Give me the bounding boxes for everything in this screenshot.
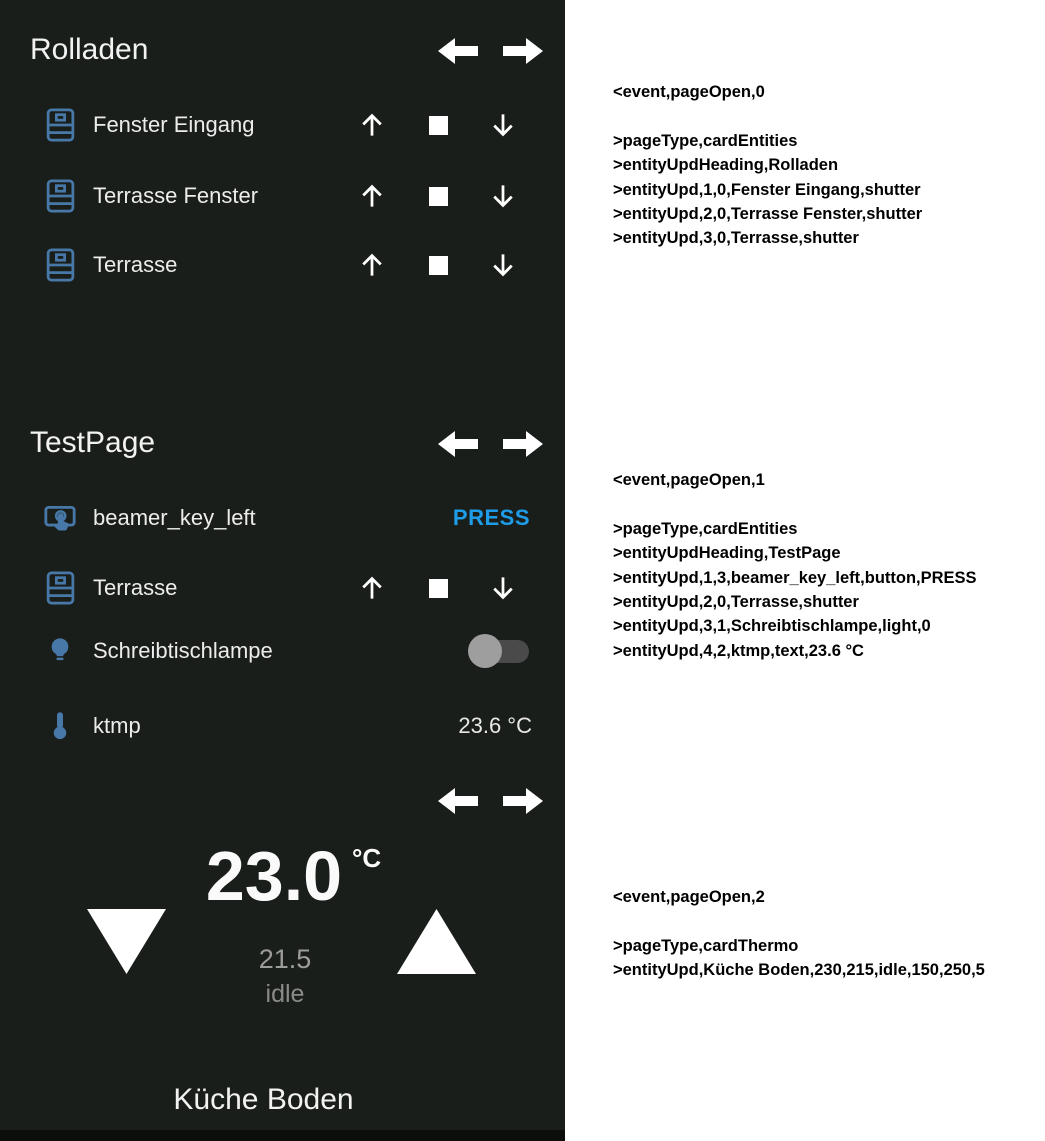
log-line: >entityUpdHeading,Rolladen (613, 156, 839, 175)
entity-label: Terrasse Fenster (93, 183, 259, 208)
stop-square-icon (429, 116, 448, 135)
page-title: Rolladen (30, 33, 149, 66)
temp-decrease-button[interactable] (87, 909, 167, 975)
gesture-tap-button-icon (42, 499, 78, 537)
entity-row (0, 704, 565, 748)
log-line: >pageType,cardEntities (613, 519, 798, 538)
thermostat-name: Küche Boden (173, 1083, 354, 1116)
page-testpage (0, 362, 565, 760)
log-line (613, 909, 985, 933)
shutter-down-button[interactable] (487, 572, 519, 604)
log-line: >entityUpd,2,0,Terrasse,shutter (613, 593, 859, 612)
log-line: >entityUpd,3,0,Terrasse,shutter (613, 229, 859, 248)
log-line: >pageType,cardEntities (613, 131, 798, 150)
entity-label: Terrasse (93, 575, 178, 600)
log-line (613, 492, 977, 516)
stop-square-icon (429, 187, 448, 206)
nav-prev-button[interactable] (438, 428, 478, 460)
entity-label: Terrasse (93, 252, 178, 277)
shutter-stop-button[interactable] (422, 572, 454, 604)
shutter-icon (42, 246, 78, 284)
press-button[interactable]: PRESS (452, 505, 530, 530)
log-line: >entityUpd,1,0,Fenster Eingang,shutter (613, 180, 921, 199)
shutter-down-button[interactable] (487, 109, 519, 141)
temperature-unit: °C (352, 843, 382, 873)
hvac-state: idle (265, 980, 305, 1008)
shutter-stop-button[interactable] (422, 109, 454, 141)
entity-label: ktmp (93, 713, 141, 738)
shutter-down-button[interactable] (487, 249, 519, 281)
toggle-knob (468, 634, 502, 668)
page-title: TestPage (30, 426, 156, 459)
shutter-up-button[interactable] (356, 249, 388, 281)
light-toggle-switch[interactable] (468, 634, 530, 670)
shutter-up-button[interactable] (356, 109, 388, 141)
log-line: >entityUpd,4,2,ktmp,text,23.6 °C (613, 641, 864, 660)
shutter-up-button[interactable] (356, 572, 388, 604)
entity-row (0, 496, 565, 540)
entity-row (0, 174, 565, 218)
nav-prev-button[interactable] (438, 35, 478, 67)
entity-row (0, 566, 565, 610)
log-line: >entityUpd,3,1,Schreibtischlampe,light,0 (613, 617, 931, 636)
log-line: <event,pageOpen,0 (613, 83, 765, 101)
entity-value: 23.6 °C (458, 713, 532, 738)
bottom-bezel (0, 1130, 565, 1141)
log-line: >entityUpd,1,3,beamer_key_left,button,PRESS (613, 568, 977, 587)
stop-square-icon (429, 256, 448, 275)
log-line: <event,pageOpen,1 (613, 471, 765, 489)
log-line: >pageType,cardThermo (613, 936, 799, 955)
log-line (613, 104, 922, 128)
shutter-up-button[interactable] (356, 180, 388, 212)
entity-row (0, 243, 565, 287)
protocol-log-block-1 (613, 468, 977, 663)
shutter-stop-button[interactable] (422, 249, 454, 281)
protocol-log-block-2 (613, 885, 985, 983)
current-temperature: 23.0 (205, 837, 343, 915)
log-line: >entityUpdHeading,TestPage (613, 544, 841, 563)
temp-increase-button[interactable] (397, 909, 477, 975)
page-rolladen (0, 0, 565, 362)
lightbulb-icon (42, 632, 78, 670)
entity-label: Schreibtischlampe (93, 638, 273, 663)
entity-label: beamer_key_left (93, 505, 256, 530)
stop-square-icon (429, 579, 448, 598)
shutter-icon (42, 177, 78, 215)
entity-row (0, 103, 565, 147)
nav-next-button[interactable] (503, 35, 543, 67)
shutter-down-button[interactable] (487, 180, 519, 212)
nav-next-button[interactable] (503, 785, 543, 817)
protocol-log-block-0 (613, 80, 922, 251)
shutter-icon (42, 569, 78, 607)
nav-prev-button[interactable] (438, 785, 478, 817)
target-temperature: 21.5 (258, 944, 312, 974)
shutter-stop-button[interactable] (422, 180, 454, 212)
entity-row (0, 629, 565, 673)
log-line: >entityUpd,2,0,Terrasse Fenster,shutter (613, 205, 923, 224)
shutter-icon (42, 106, 78, 144)
log-line: <event,pageOpen,2 (613, 888, 765, 906)
log-line: >entityUpd,Küche Boden,230,215,idle,150,250,5 (613, 961, 985, 980)
thermometer-icon (42, 707, 78, 745)
nav-next-button[interactable] (503, 428, 543, 460)
entity-label: Fenster Eingang (93, 112, 255, 137)
